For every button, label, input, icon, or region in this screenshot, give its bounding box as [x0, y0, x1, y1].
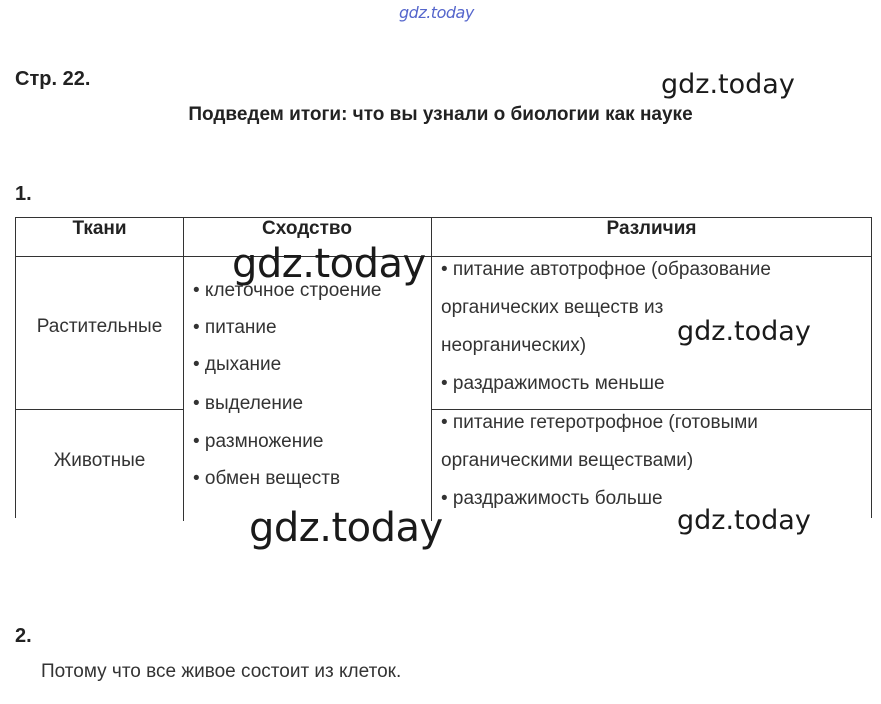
- table-row-divider-right: [431, 409, 872, 410]
- watermark-table-right-bottom: gdz.today: [677, 505, 811, 536]
- animal-difference-line: • питание гетеротрофное (готовыми: [441, 412, 758, 433]
- watermark-top: gdz.today: [399, 3, 474, 22]
- animal-difference-line: органическими веществами): [441, 450, 694, 471]
- similarity-item: • клеточное строение: [193, 280, 382, 301]
- plant-difference-line: • питание автотрофное (образование: [441, 259, 771, 280]
- question-2-answer: Потому что все живое состоит из клеток.: [41, 661, 402, 682]
- similarity-item: • выделение: [193, 393, 304, 414]
- table-border-right: [871, 217, 872, 518]
- header-similarities: Сходство: [262, 218, 352, 239]
- page-number: Стр. 22.: [15, 68, 91, 90]
- table-border-left: [15, 217, 16, 518]
- page-title: [0, 104, 881, 126]
- plant-difference-line: неорганических): [441, 335, 587, 356]
- watermark-table-bottom: gdz.today: [249, 505, 443, 551]
- row-label-plant: Растительные: [36, 316, 163, 337]
- similarity-item: • дыхание: [193, 354, 282, 375]
- header-differences: Различия: [606, 218, 697, 239]
- plant-difference-line: органических веществ из: [441, 297, 664, 318]
- watermark-table-right-top: gdz.today: [677, 316, 811, 347]
- similarity-item: • питание: [193, 317, 277, 338]
- table-col-divider-1: [183, 217, 184, 521]
- question-2-number: 2.: [15, 625, 32, 647]
- header-tissues: Ткани: [72, 218, 127, 239]
- table-row-divider-left: [15, 409, 184, 410]
- table-header-divider: [15, 256, 872, 257]
- question-1-number: 1.: [15, 183, 32, 205]
- similarity-item: • размножение: [193, 431, 324, 452]
- row-label-animal: Животные: [53, 450, 146, 471]
- page-title-text: Подведем итоги: что вы узнали о биологии как науке: [188, 104, 693, 125]
- similarity-item: • обмен веществ: [193, 468, 341, 489]
- table-col-divider-2: [431, 217, 432, 521]
- animal-difference-line: • раздражимость больше: [441, 488, 663, 509]
- watermark-table-middle: gdz.today: [232, 241, 426, 287]
- watermark-header: gdz.today: [661, 69, 795, 100]
- plant-difference-line: • раздражимость меньше: [441, 373, 665, 394]
